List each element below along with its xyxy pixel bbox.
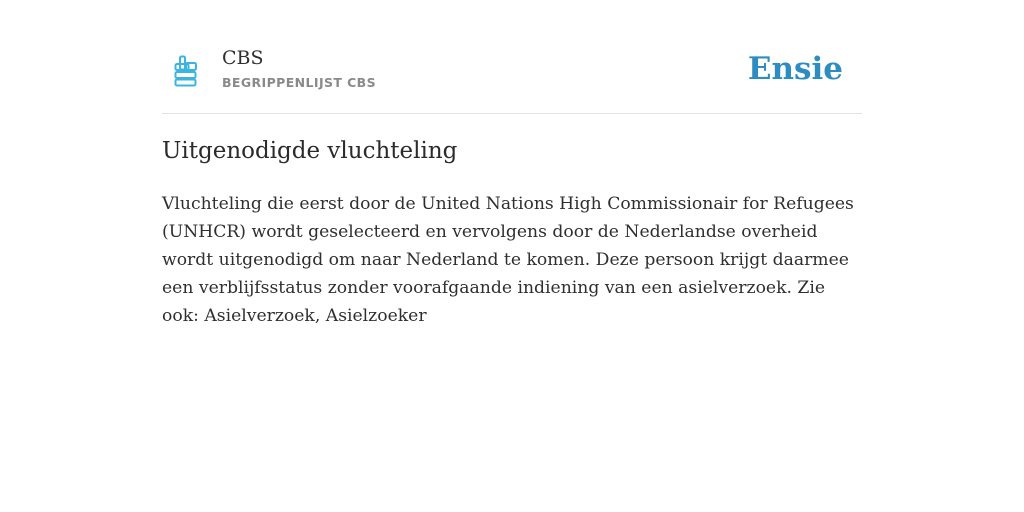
page-container	[162, 0, 862, 326]
org-name: CBS	[222, 47, 264, 69]
term-definition: Vluchteling die eerst door de United Nations High Commissionair for Refugees (UNHCR) wordt geselecteerd en vervolgens door de Nederlandse overheid wordt uitgenodigd om naar Nederland te komen. Deze persoon krijgt daarmee een verblijfsstatus zonder voorafgaande indiening van een asielverzoek. Zie ook: Asielverzoek, Asielzoeker	[162, 194, 854, 326]
header	[162, 0, 862, 114]
cbs-logo-icon	[174, 55, 198, 87]
ensie-brand-link[interactable]: Ensie	[747, 51, 843, 87]
term-title: Uitgenodigde vluchteling	[162, 138, 458, 164]
org-subtitle: BEGRIPPENLIJST CBS	[222, 75, 376, 90]
